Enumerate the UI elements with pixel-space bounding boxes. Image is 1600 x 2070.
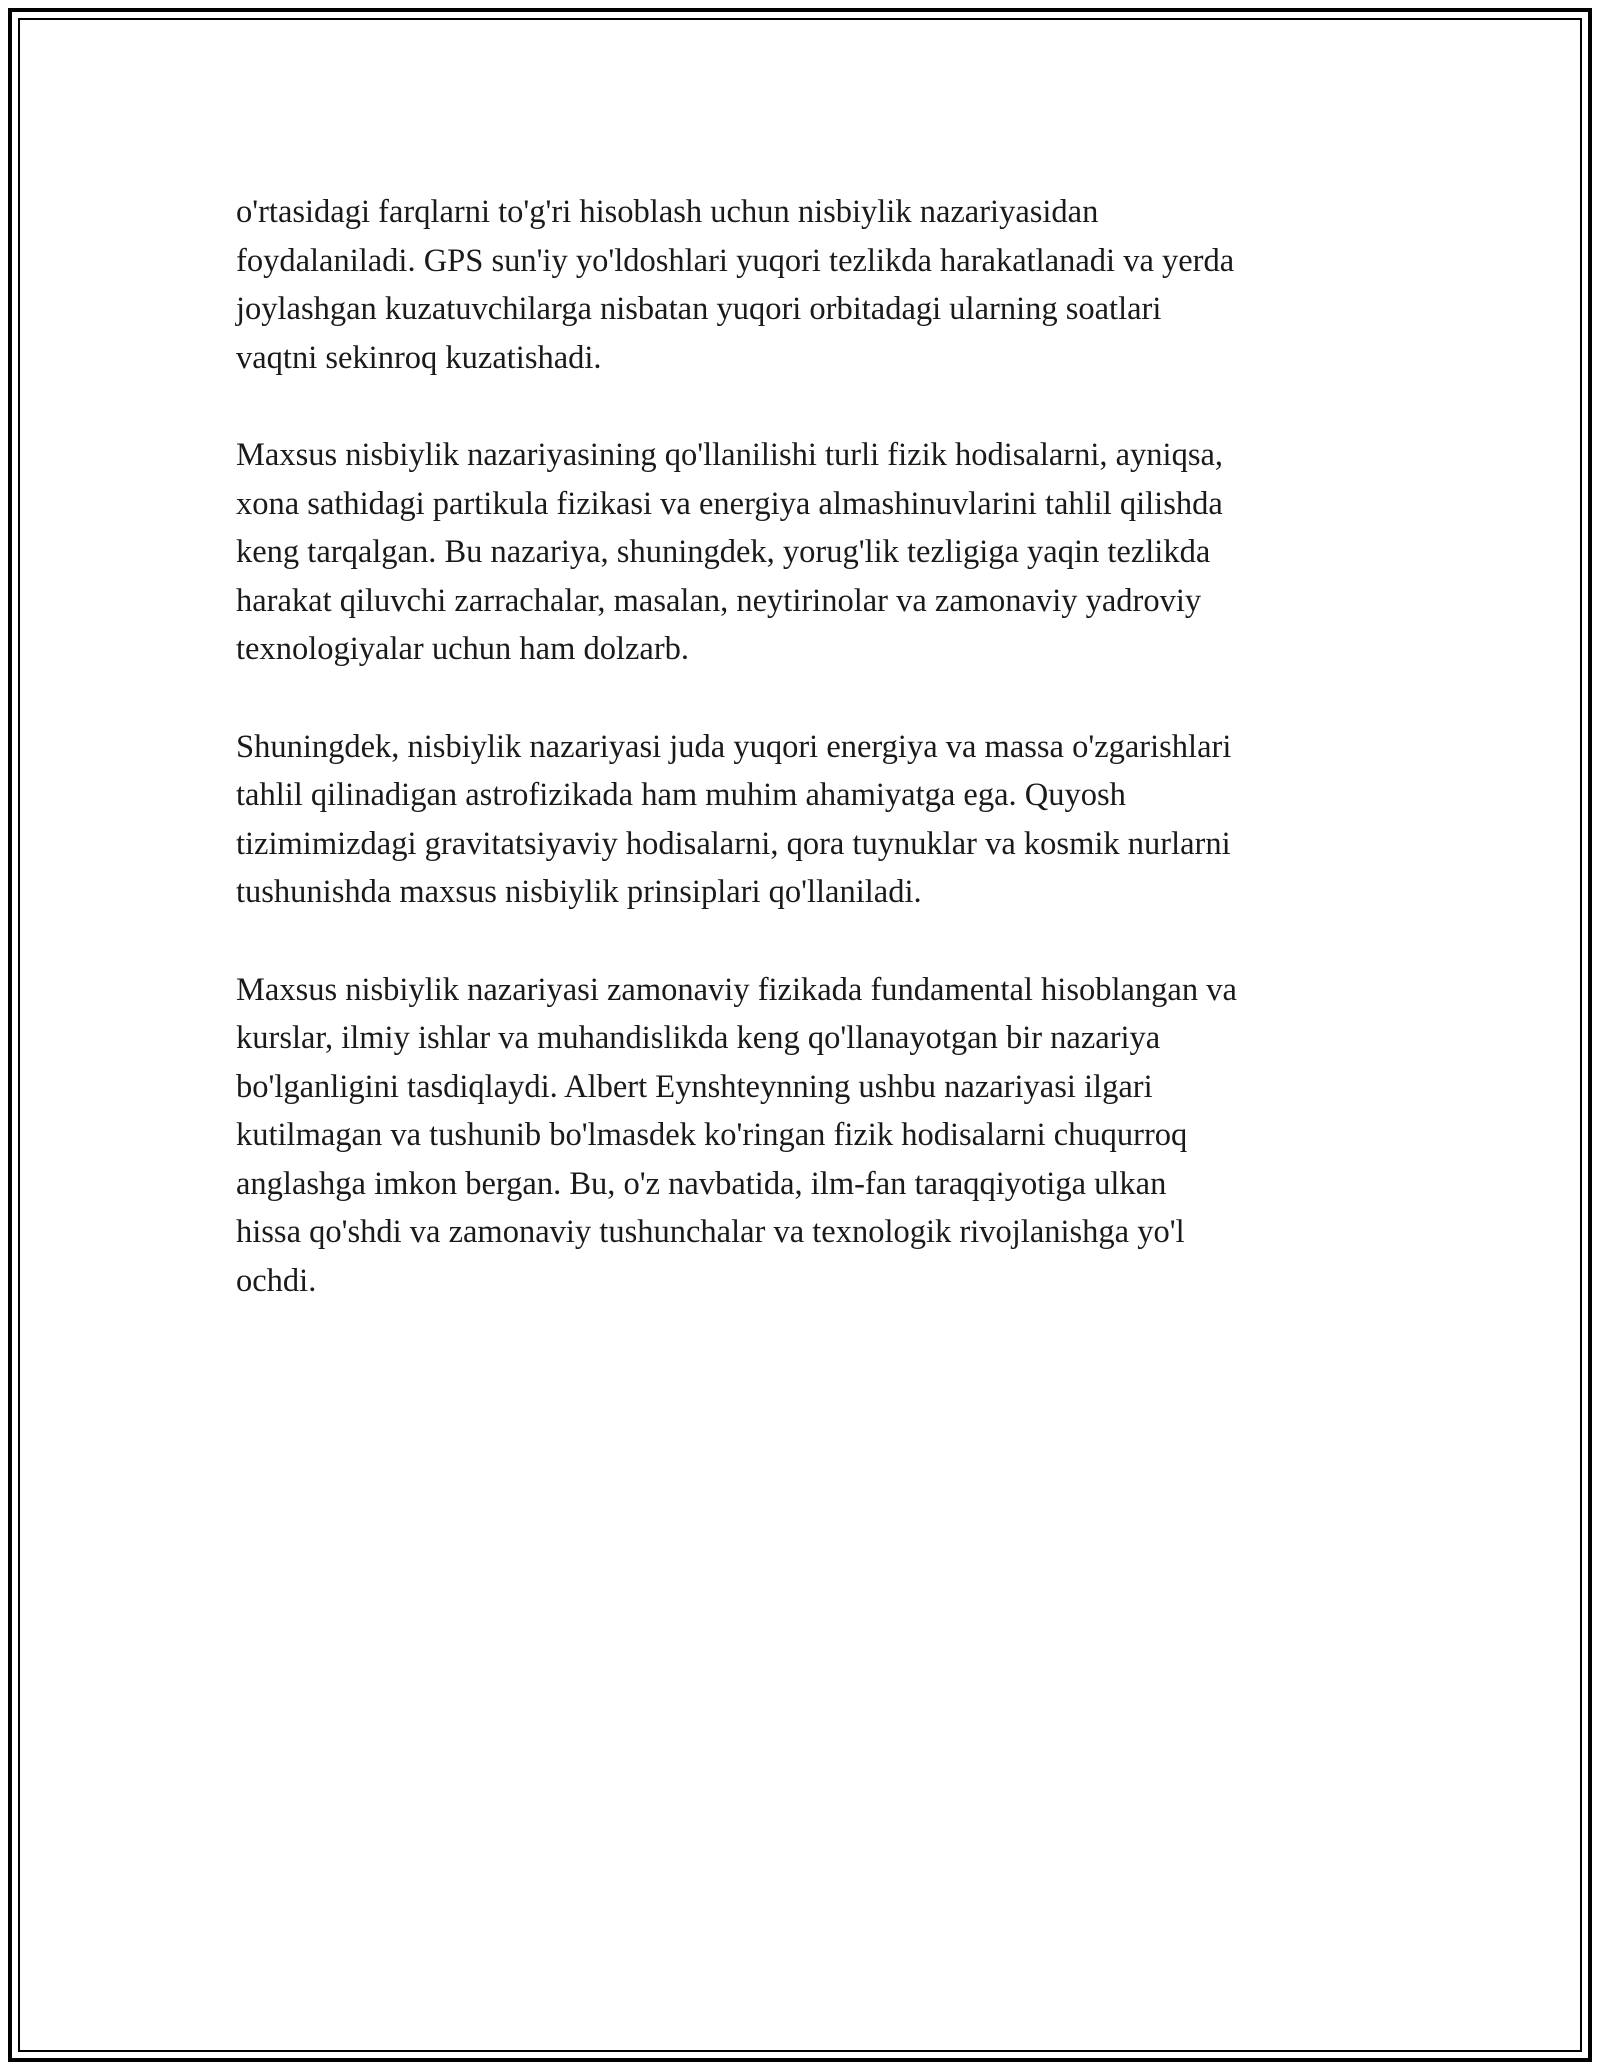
- text-line: kutilmagan va tushunib bo'lmasdek ko'ringan fizik hodisalarni chuqurroq: [236, 1117, 1188, 1153]
- text-line: tushunishda maxsus nisbiylik prinsiplari qo'llaniladi.: [236, 874, 922, 910]
- text-line: joylashgan kuzatuvchilarga nisbatan yuqori orbitadagi ularning soatlari: [236, 291, 1162, 327]
- text-line: xona sathidagi partikula fizikasi va energiya almashinuvlarini tahlil qilishda: [236, 485, 1223, 522]
- text-line: Shuningdek, nisbiylik nazariyasi juda yuqori energiya va massa o'zgarishlari: [236, 728, 1232, 765]
- document-body: [236, 188, 1376, 1305]
- text-line: anglashga imkon bergan. Bu, o'z navbatida, ilm-fan taraqqiyotiga ulkan: [236, 1165, 1167, 1202]
- text-line: harakat qiluvchi zarrachalar, masalan, neytirinolar va zamonaviy yadroviy: [236, 582, 1202, 619]
- text-line: vaqtni sekinroq kuzatishadi.: [236, 339, 602, 376]
- text-line: o'rtasidagi farqlarni to'g'ri hisoblash uchun nisbiylik nazariyasidan: [236, 194, 1099, 230]
- text-line: keng tarqalgan. Bu nazariya, shuningdek, yorug'lik tezligiga yaqin tezlikda: [236, 534, 1211, 570]
- paragraph-conclusion: [236, 966, 1376, 1306]
- text-line: foydalaniladi. GPS sun'iy yo'ldoshlari yuqori tezlikda harakatlanadi va yerda: [236, 242, 1235, 279]
- paragraph-gps: [236, 188, 1376, 382]
- text-line: bo'lganligini tasdiqlaydi. Albert Eynshteynning ushbu nazariyasi ilgari: [236, 1068, 1153, 1105]
- paragraph-applications: [236, 431, 1376, 674]
- text-line: Maxsus nisbiylik nazariyasi zamonaviy fizikada fundamental hisoblangan va: [236, 971, 1237, 1008]
- text-line: Maxsus nisbiylik nazariyasining qo'llanilishi turli fizik hodisalarni, ayniqsa,: [236, 437, 1224, 473]
- paragraph-astrophysics: [236, 723, 1376, 917]
- text-line: kurslar, ilmiy ishlar va muhandislikda keng qo'llanayotgan bir nazariya: [236, 1020, 1161, 1056]
- text-line: ochdi.: [236, 1262, 317, 1299]
- text-line: hissa qo'shdi va zamonaviy tushunchalar va texnologik rivojlanishga yo'l: [236, 1214, 1185, 1250]
- text-line: tizimimizdagi gravitatsiyaviy hodisalarni, qora tuynuklar va kosmik nurlarni: [236, 825, 1231, 862]
- text-line: texnologiyalar uchun ham dolzarb.: [236, 631, 690, 667]
- text-line: tahlil qilinadigan astrofizikada ham muhim ahamiyatga ega. Quyosh: [236, 777, 1126, 813]
